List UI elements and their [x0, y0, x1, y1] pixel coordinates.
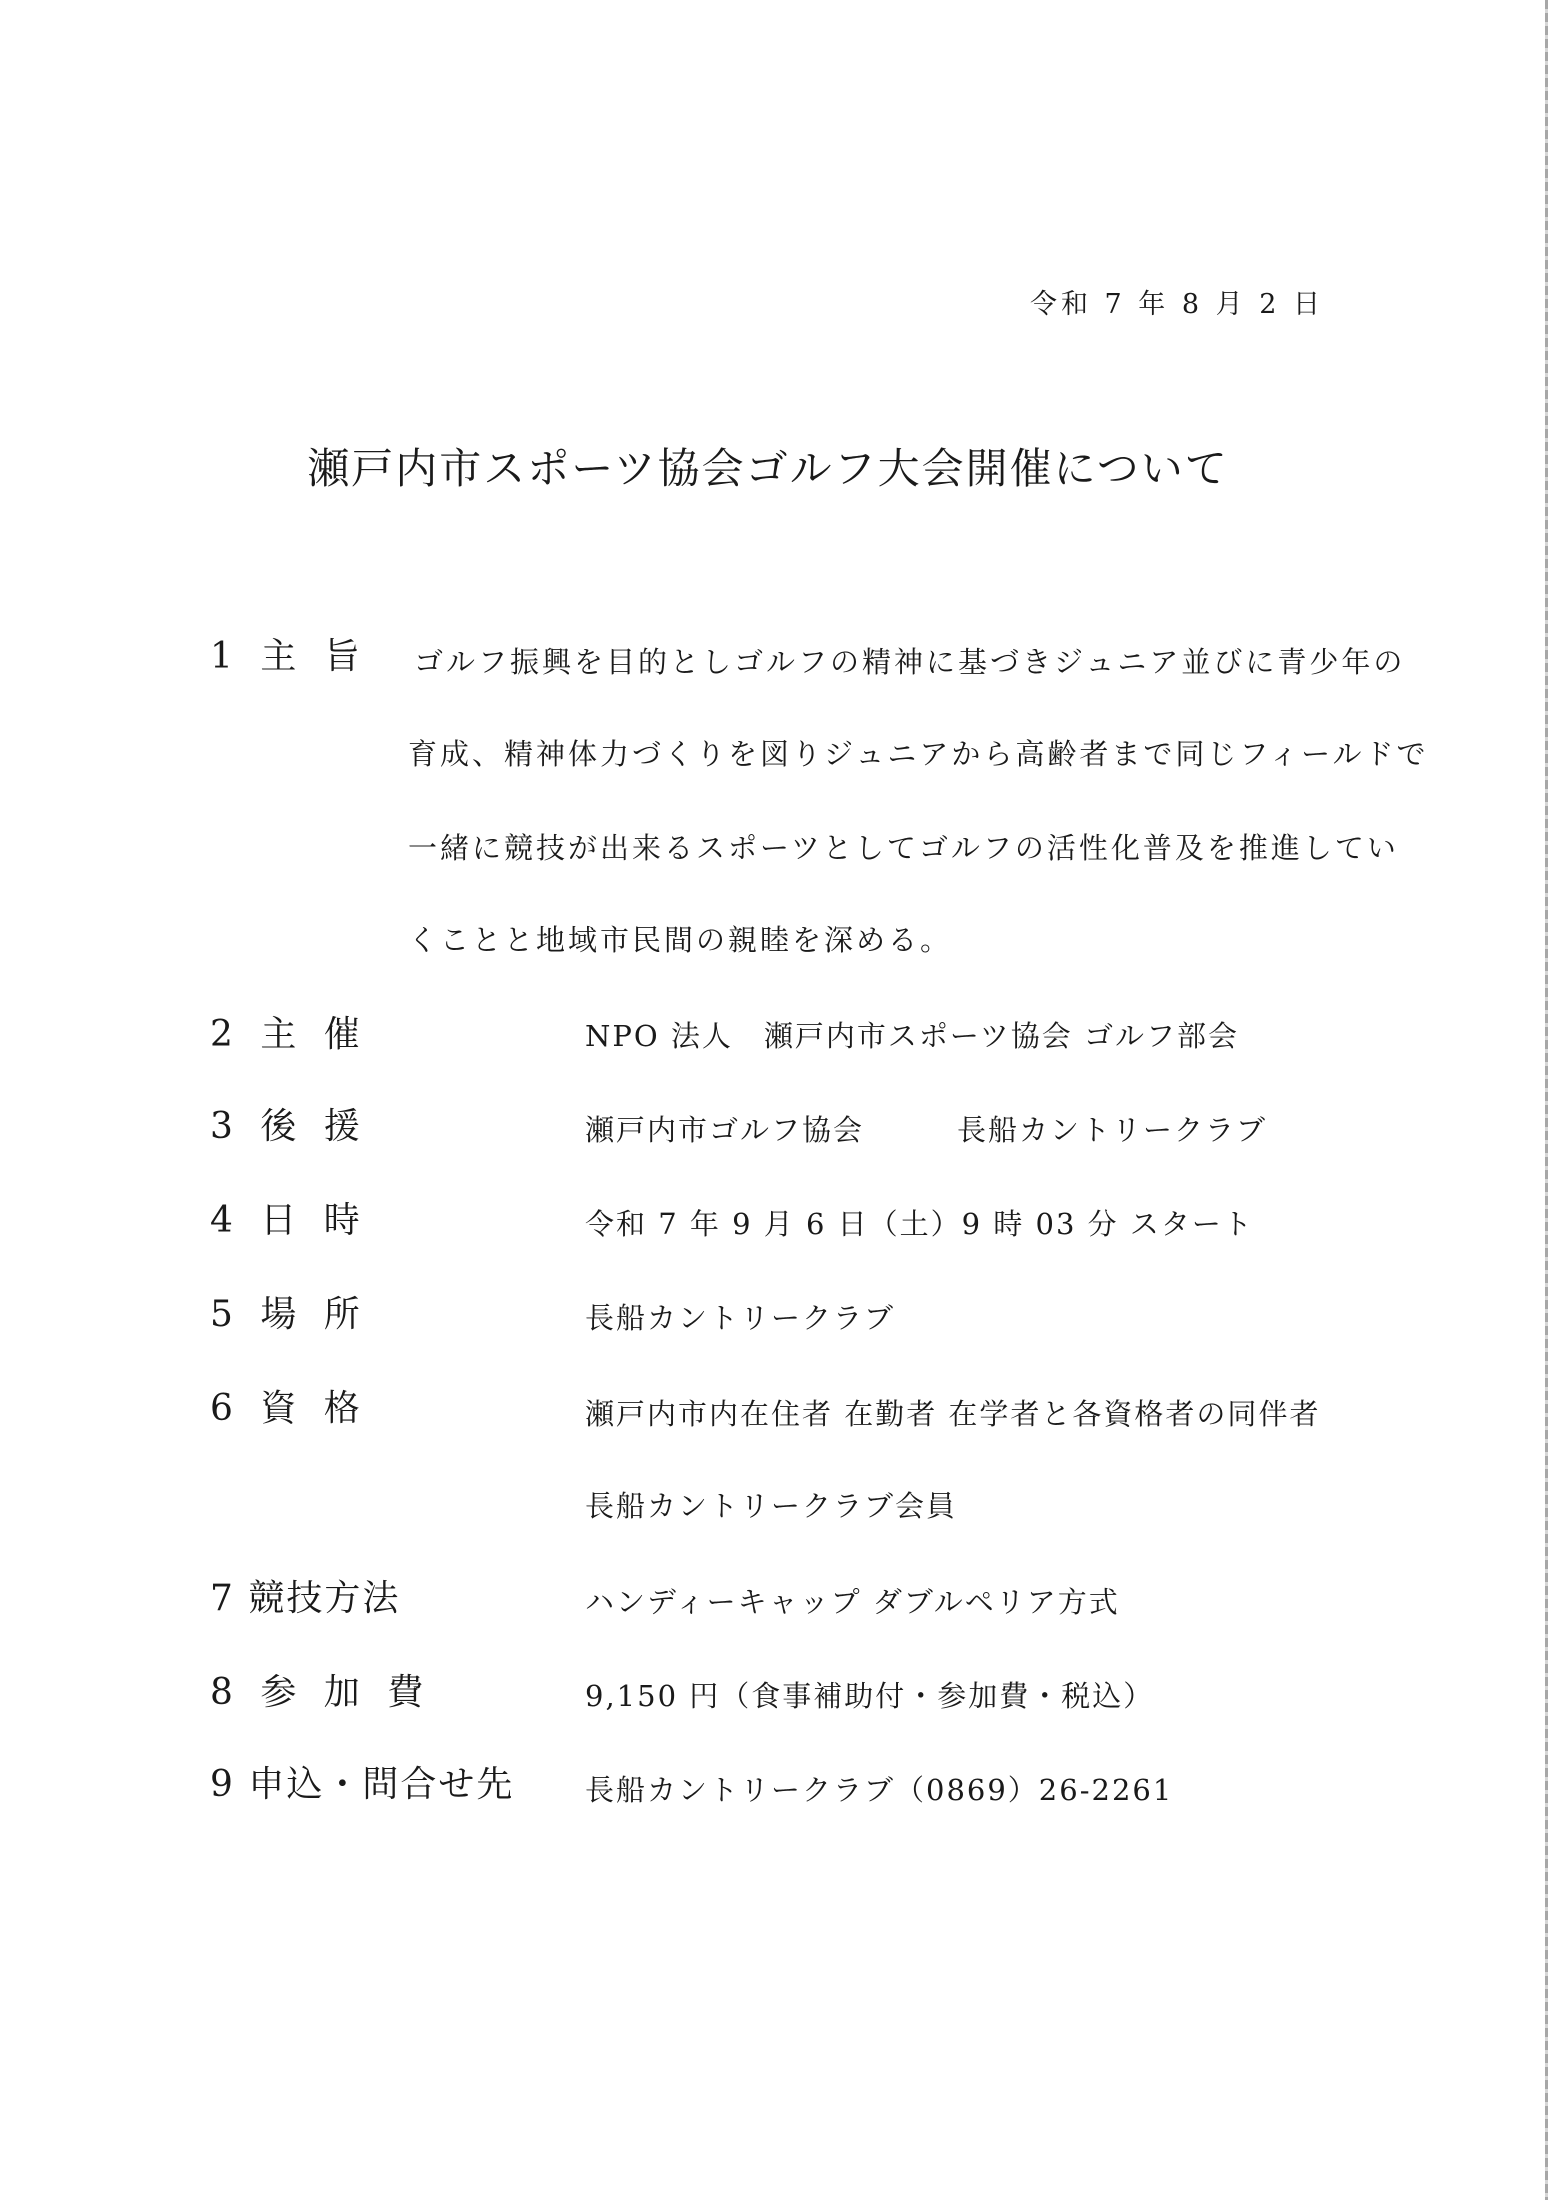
purpose-line-3: 一緒に競技が出来るスポーツとしてゴルフの活性化普及を推進してい	[408, 831, 1399, 865]
scan-edge	[1545, 0, 1548, 2200]
venue-label: 5 場 所	[210, 1294, 368, 1335]
purpose-line-4: くことと地域市民間の親睦を深める。	[408, 923, 953, 957]
contact-value: 長船カントリークラブ（0869）26-2261	[585, 1773, 1174, 1807]
fee-label: 8 参 加 費	[210, 1672, 432, 1713]
eligibility-line-1: 瀬戸内市内在住者 在勤者 在学者と各資格者の同伴者	[585, 1397, 1321, 1431]
venue-value: 長船カントリークラブ	[585, 1301, 896, 1335]
contact-label: 9 申込・問合せ先	[210, 1764, 515, 1805]
datetime-value: 令和 7 年 9 月 6 日（土）9 時 03 分 スタート	[585, 1207, 1254, 1241]
document-date: 令和 7 年 8 月 2 日	[1029, 289, 1324, 320]
datetime-label: 4 日 時	[210, 1200, 368, 1241]
purpose-line-1: ゴルフ振興を目的としゴルフの精神に基づきジュニア並びに青少年の	[414, 645, 1406, 679]
eligibility-label: 6 資 格	[210, 1388, 368, 1429]
purpose-label: 1 主 旨	[210, 636, 368, 677]
support-label: 3 後 援	[210, 1106, 368, 1147]
eligibility-line-2: 長船カントリークラブ会員	[585, 1489, 958, 1523]
organizer-label: 2 主 催	[210, 1014, 368, 1055]
fee-value: 9,150 円（食事補助付・参加費・税込）	[585, 1679, 1155, 1713]
organizer-value: NPO 法人 瀬戸内市スポーツ協会 ゴルフ部会	[585, 1019, 1239, 1053]
document-title: 瀬戸内市スポーツ協会ゴルフ大会開催について	[307, 444, 1229, 493]
format-value: ハンディーキャップ ダブルペリア方式	[585, 1585, 1120, 1619]
support-value: 瀬戸内市ゴルフ協会 長船カントリークラブ	[585, 1113, 1268, 1147]
format-label: 7 競技方法	[210, 1578, 401, 1619]
purpose-line-2: 育成、精神体力づくりを図りジュニアから高齢者まで同じフィールドで	[408, 737, 1429, 771]
